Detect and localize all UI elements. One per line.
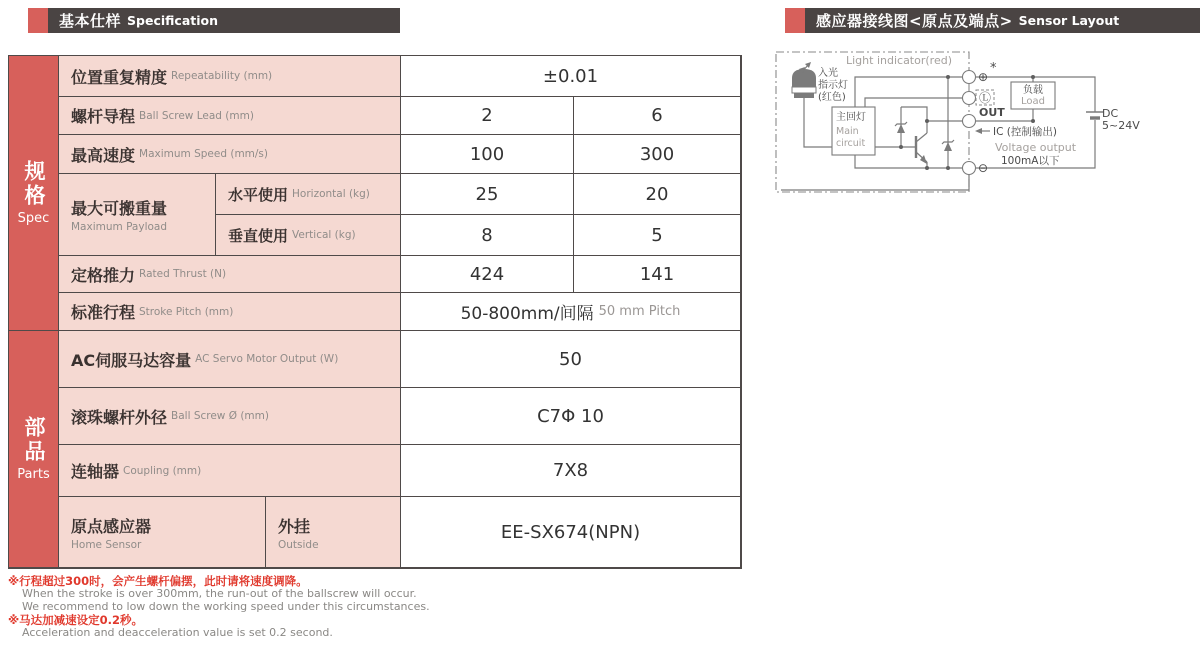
label-zh: 原点感应器 xyxy=(71,516,152,536)
label-zh: 外挂 xyxy=(278,516,311,536)
current-limit-label: 100mA以下 xyxy=(1001,155,1060,167)
row-rated-thrust-value-1: 424 xyxy=(401,256,574,293)
ic-arrowhead xyxy=(975,128,982,134)
row-payload-vertical-label xyxy=(216,215,401,256)
label-zh: 最大可搬重量 xyxy=(71,199,168,218)
label-zh: 定格推力 xyxy=(71,265,136,285)
row-ball-screw-dia-value: C7Φ 10 xyxy=(401,388,741,445)
footnote-line: ※行程超过300时，会产生螺杆偏摆，此时请将速度调降。 xyxy=(8,574,308,588)
section-spec xyxy=(9,56,59,331)
light-label-zh-3: (红色) xyxy=(818,92,846,103)
sensor-wiring-diagram xyxy=(770,45,1200,200)
main-circuit-label-zh: 主回灯 xyxy=(836,112,866,123)
row-max-speed-label xyxy=(59,135,401,174)
row-rated-thrust-value-2: 141 xyxy=(574,256,741,293)
minus-symbol: ⊖ xyxy=(978,161,989,175)
l-symbol: Ⓛ xyxy=(979,91,992,105)
section-parts xyxy=(9,331,59,568)
row-repeatability-value: ±0.01 xyxy=(401,56,741,97)
row-home-sensor-sublabel xyxy=(266,497,401,568)
row-payload-horizontal-value-2: 20 xyxy=(574,174,741,215)
sensor-header-title-en: Sensor Layout xyxy=(1018,13,1120,28)
wire xyxy=(901,107,927,133)
label-en: Vertical (kg) xyxy=(292,229,356,241)
light-indicator-label-en: Light indicator(red) xyxy=(846,54,952,67)
sensor-header-title-zh: 感应器接线图<原点及端点> xyxy=(816,12,1013,30)
wire xyxy=(855,155,962,168)
row-home-sensor-label xyxy=(59,497,266,568)
dc-label: DC xyxy=(1102,107,1119,120)
footnote-line: ※马达加减速设定0.2秒。 xyxy=(8,613,144,627)
row-rated-thrust-label xyxy=(59,256,401,293)
value-zh: 50-800mm/间隔 xyxy=(460,304,594,324)
label-en: Maximum Payload xyxy=(71,221,168,233)
junction-dot xyxy=(899,145,903,149)
junction-dot xyxy=(946,75,950,79)
asterisk: * xyxy=(990,61,997,76)
row-home-sensor-value: EE-SX674(NPN) xyxy=(401,497,741,568)
load-label-en: Load xyxy=(1021,96,1045,107)
row-max-payload-label xyxy=(59,174,216,256)
value-en: 50 mm Pitch xyxy=(598,304,681,319)
junction-dot xyxy=(1031,119,1035,123)
footnotes xyxy=(8,574,648,640)
label-zh: 水平使用 xyxy=(228,185,289,204)
row-payload-vertical-value-1: 8 xyxy=(401,215,574,256)
spec-header-title-en: Specification xyxy=(127,13,218,28)
footnote-line: Acceleration and deacceleration value is set 0.2 second. xyxy=(22,626,333,639)
row-stroke-pitch-value xyxy=(401,293,741,331)
junction-dot xyxy=(946,166,950,170)
spec-table xyxy=(8,55,742,569)
label-en: Home Sensor xyxy=(71,538,142,551)
plus-symbol: ⊕ xyxy=(978,70,989,84)
out-label: OUT xyxy=(979,106,1005,119)
footnote-line: When the stroke is over 300mm, the run-out of the ballscrew will occur. xyxy=(22,587,417,600)
row-stroke-pitch-label xyxy=(59,293,401,331)
main-circuit-label-en-2: circuit xyxy=(836,138,866,149)
label-zh: 位置重复精度 xyxy=(71,67,168,87)
spec-header-title-zh: 基本仕样 xyxy=(59,12,122,30)
label-en: Ball Screw Ø (mm) xyxy=(171,410,269,422)
row-payload-horizontal-value-1: 25 xyxy=(401,174,574,215)
red-accent-square xyxy=(28,8,48,33)
row-ball-screw-dia-label xyxy=(59,388,401,445)
label-en: Outside xyxy=(278,538,319,551)
zener-diode-icon xyxy=(897,124,905,133)
main-circuit-label-en-1: Main xyxy=(836,126,859,137)
label-en: Rated Thrust (N) xyxy=(139,268,227,280)
row-ball-screw-lead-label xyxy=(59,97,401,135)
row-repeatability-label xyxy=(59,56,401,97)
label-zh: 标准行程 xyxy=(71,303,136,322)
transistor-collector xyxy=(916,133,927,142)
spec-header xyxy=(28,8,400,33)
wire xyxy=(855,77,962,107)
wire xyxy=(804,98,832,147)
label-zh: 滚珠螺杆外径 xyxy=(71,407,168,427)
label-zh: AC伺服马达容量 xyxy=(71,350,192,370)
terminal-plus xyxy=(963,71,976,84)
label-zh: 垂直使用 xyxy=(228,226,289,245)
row-servo-output-value: 50 xyxy=(401,331,741,388)
light-label-zh-2: 指示灯 xyxy=(818,80,848,91)
label-zh: 螺杆导程 xyxy=(71,107,136,126)
sensor-header-bar xyxy=(805,8,1200,33)
row-max-speed-value-2: 300 xyxy=(574,135,741,174)
terminal-l xyxy=(963,92,976,105)
red-accent-square xyxy=(785,8,805,33)
voltage-output-label: Voltage output xyxy=(995,141,1077,154)
sensor-header xyxy=(785,8,1200,33)
label-en: Repeatability (mm) xyxy=(171,70,273,82)
label-zh: 连轴器 xyxy=(71,462,120,481)
dc-voltage-label: 5~24V xyxy=(1102,119,1140,132)
junction-dot xyxy=(1031,75,1035,79)
label-en: Horizontal (kg) xyxy=(292,188,370,200)
section-parts-en: Parts xyxy=(17,467,50,482)
label-en: Ball Screw Lead (mm) xyxy=(139,109,254,122)
row-servo-output-label xyxy=(59,331,401,388)
label-en: Stroke Pitch (mm) xyxy=(139,305,234,318)
row-ball-screw-lead-value-2: 6 xyxy=(574,97,741,135)
led-base xyxy=(794,93,814,98)
row-payload-horizontal-label xyxy=(216,174,401,215)
terminal-out xyxy=(963,115,976,128)
row-coupling-label xyxy=(59,445,401,497)
label-en: AC Servo Motor Output (W) xyxy=(195,353,339,365)
label-en: Coupling (mm) xyxy=(123,464,202,477)
wire xyxy=(781,175,969,191)
row-max-speed-value-1: 100 xyxy=(401,135,574,174)
label-zh: 最高速度 xyxy=(71,145,136,165)
led-base-band xyxy=(792,87,816,93)
load-label-zh: 负载 xyxy=(1023,85,1043,96)
light-label-zh-1: 入光 xyxy=(818,68,838,79)
footnote-line: We recommend to low down the working speed under this circumstances. xyxy=(22,599,430,613)
zener-diode-icon xyxy=(944,142,952,151)
junction-dot xyxy=(925,166,929,170)
junction-dot xyxy=(925,119,929,123)
row-ball-screw-lead-value-1: 2 xyxy=(401,97,574,135)
row-payload-vertical-value-2: 5 xyxy=(574,215,741,256)
section-spec-en: Spec xyxy=(17,211,50,226)
section-parts-zh: 部品 xyxy=(22,416,46,464)
row-coupling-value: 7X8 xyxy=(401,445,741,497)
label-en: Maximum Speed (mm/s) xyxy=(139,148,268,160)
ic-label: IC (控制输出) xyxy=(993,126,1057,138)
spec-header-bar xyxy=(48,8,400,33)
section-spec-zh: 规格 xyxy=(22,160,46,208)
terminal-minus xyxy=(963,162,976,175)
